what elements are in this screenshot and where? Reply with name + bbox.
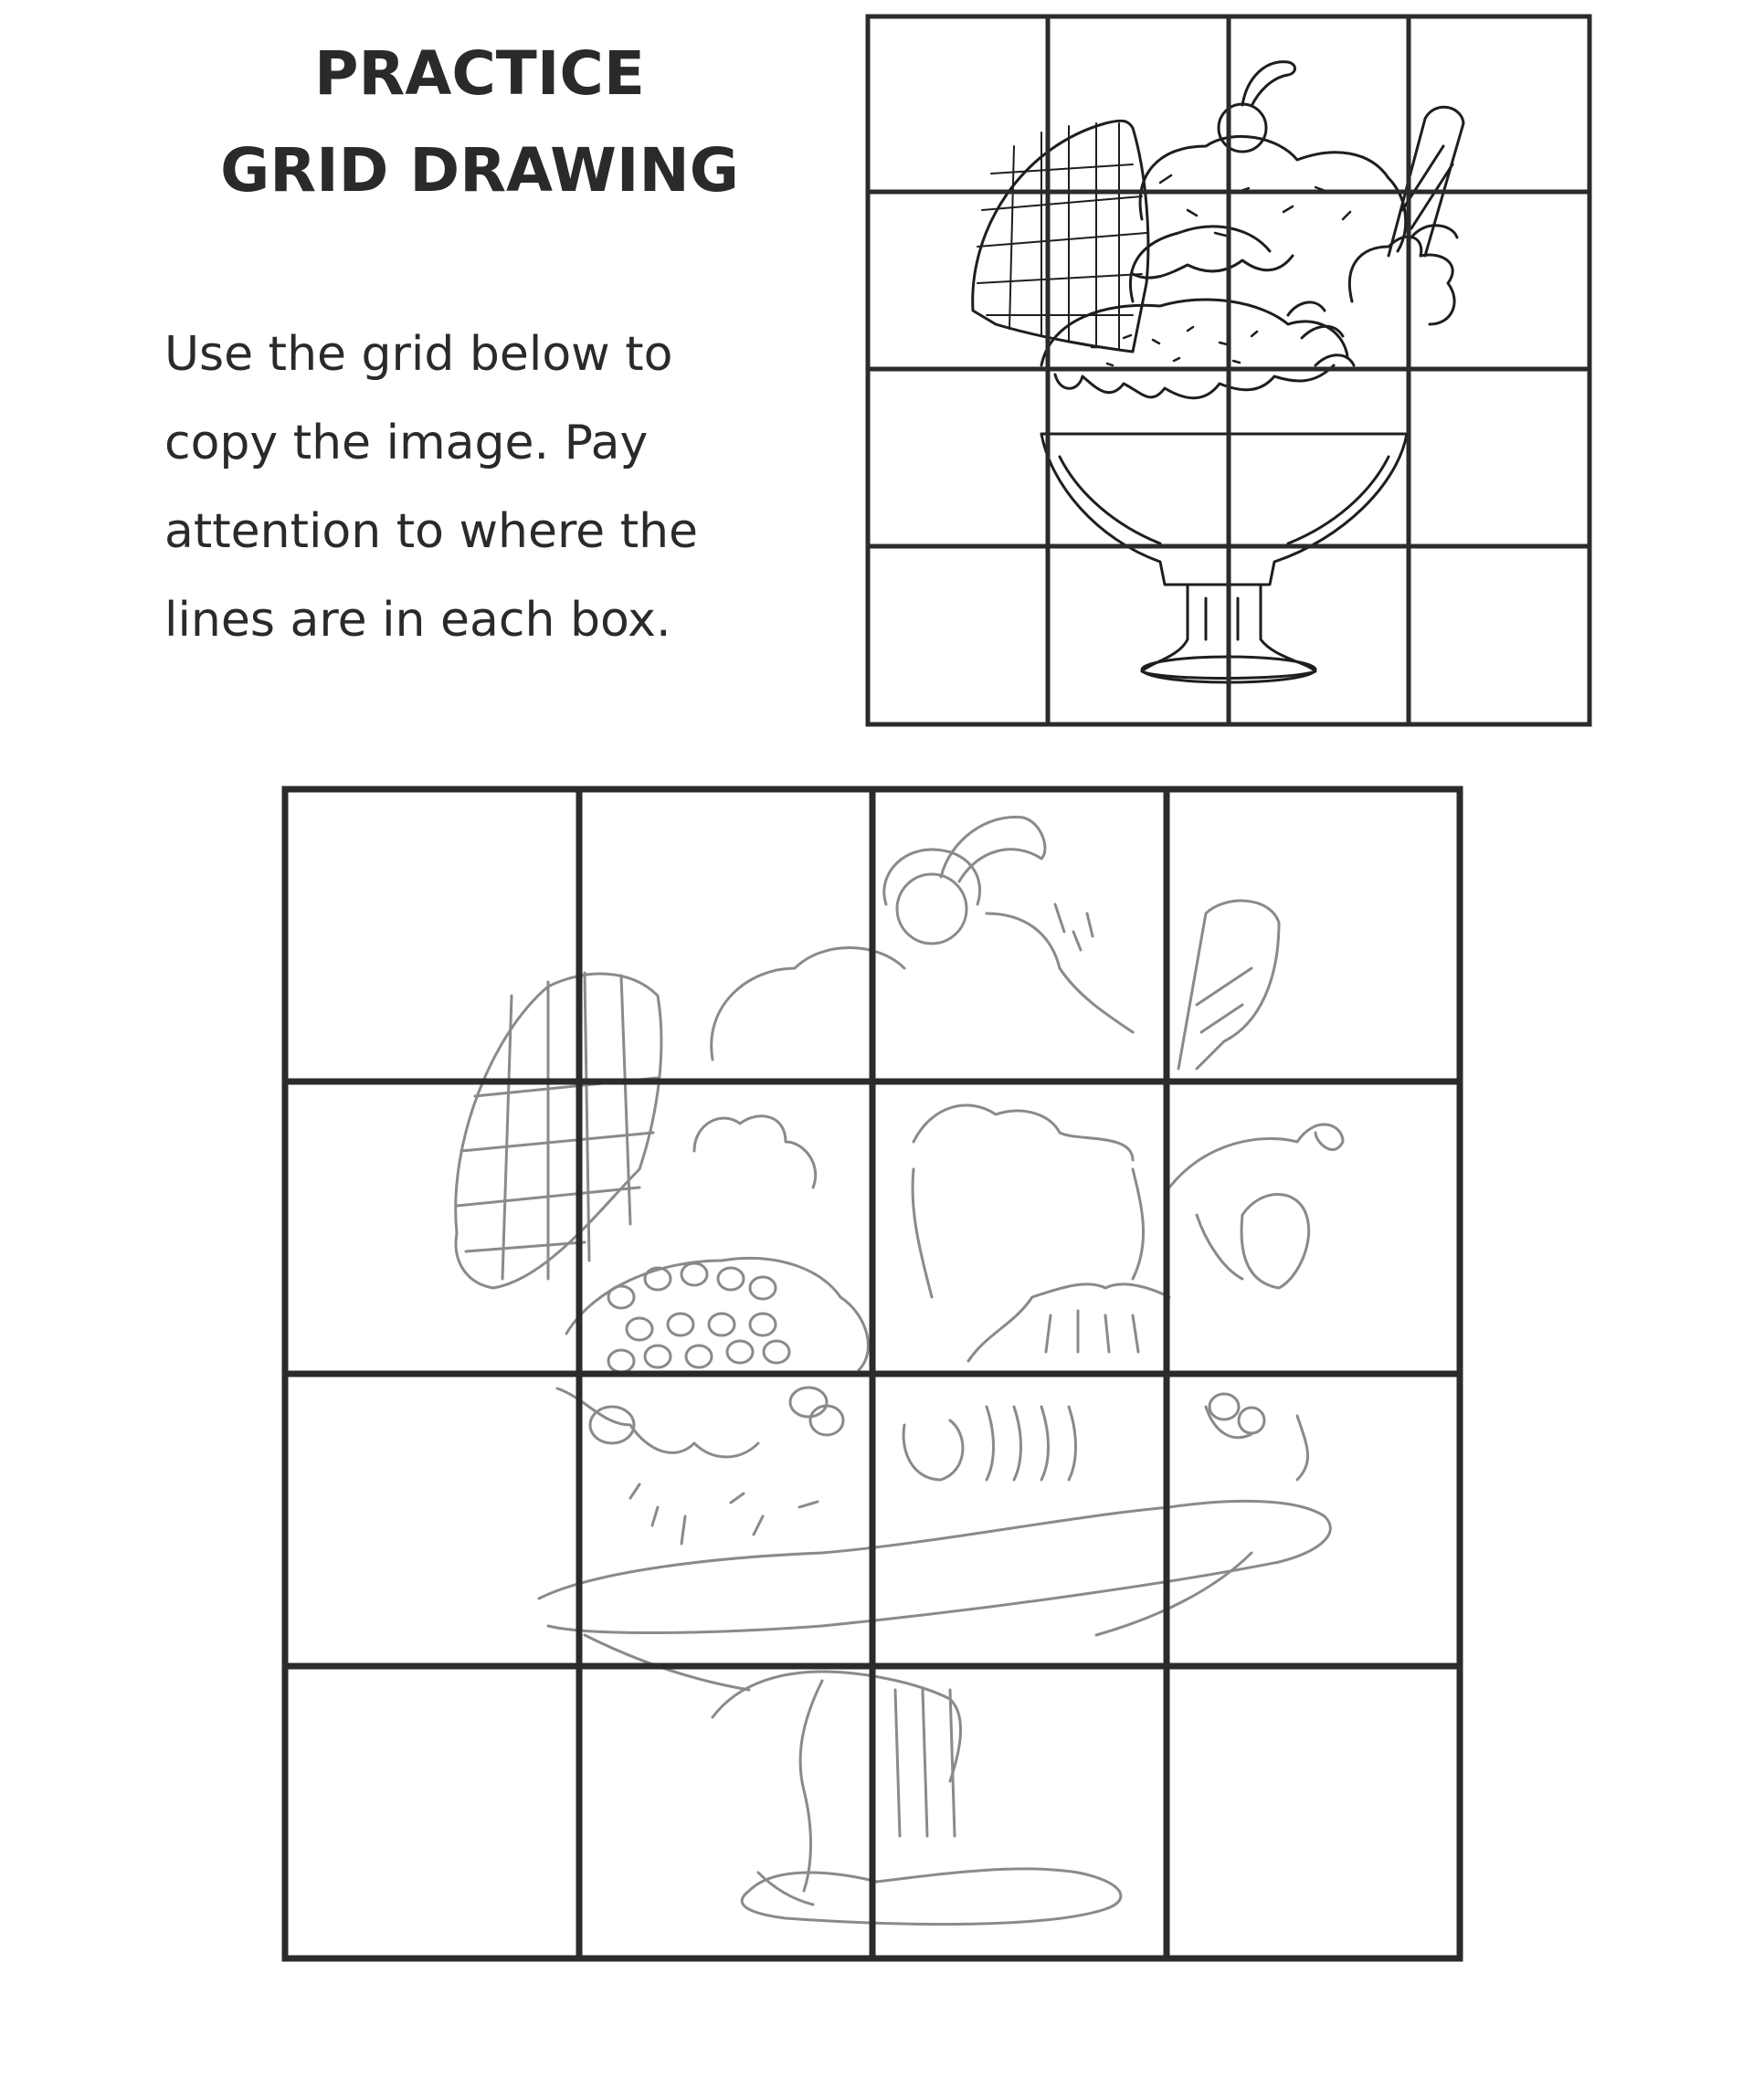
instruction-line: copy the image. Pay [164, 416, 649, 470]
worksheet-title-line-2: GRID DRAWING [220, 135, 739, 206]
worksheet-title-line-1: PRACTICE [314, 38, 645, 109]
instruction-line: lines are in each box. [164, 593, 671, 648]
practice-grid-lines [285, 789, 1460, 1958]
instruction-line: attention to where the [164, 504, 699, 559]
instruction-line: Use the grid below to [164, 327, 673, 382]
